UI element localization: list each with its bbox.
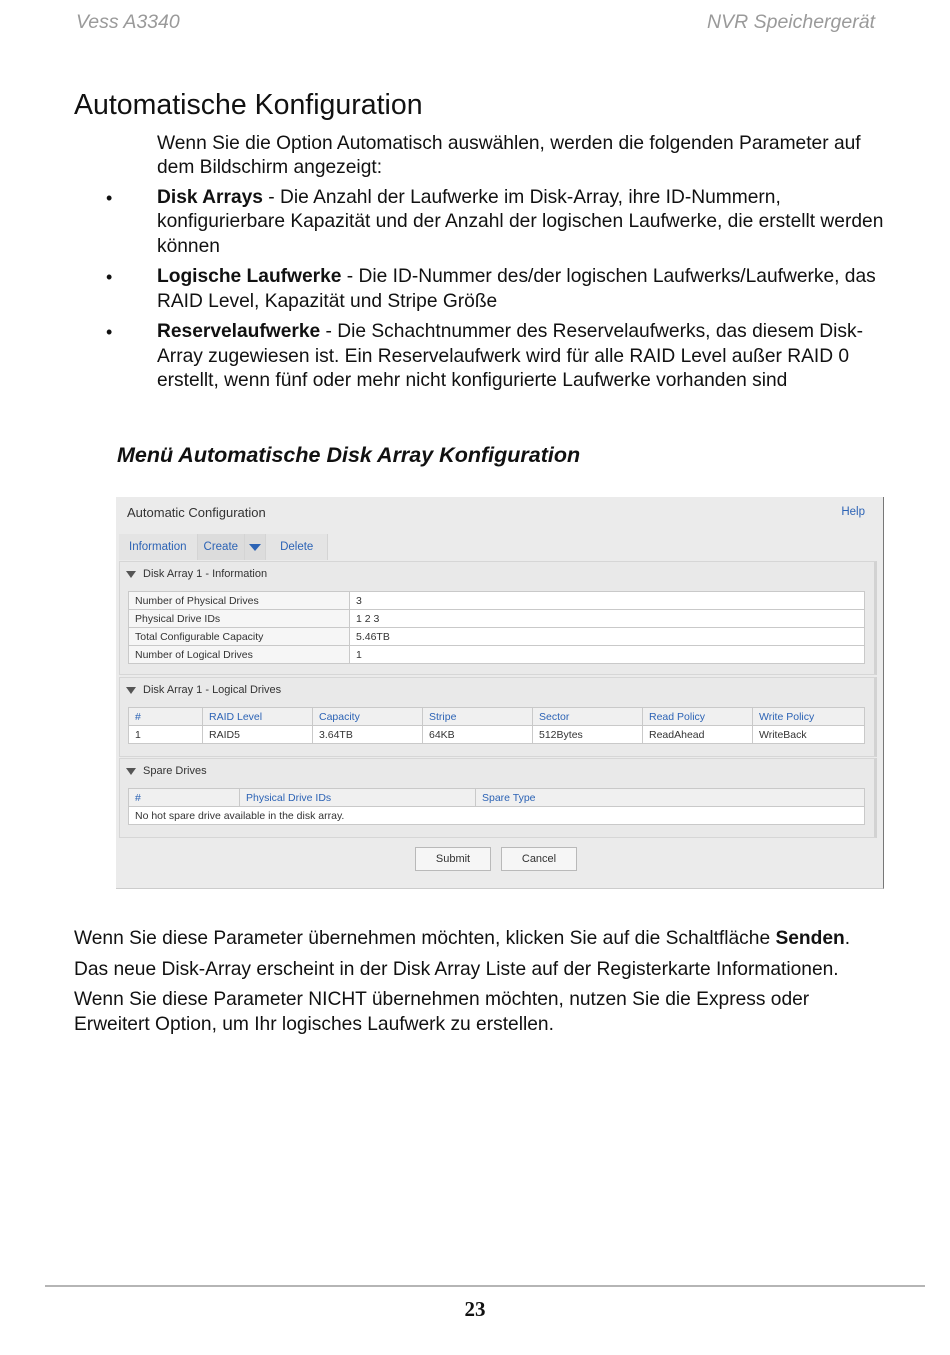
bullet-text: - Die Anzahl der Laufwerke im Disk-Array, ihre ID-Nummern, konfigurierbare Kapazität und der Anzahl der logischen Laufwerke, die erstellt werden können (157, 187, 884, 257)
chevron-down-icon (249, 544, 261, 551)
table-row (129, 592, 865, 610)
instructions (74, 927, 874, 1043)
column-header[interactable]: RAID Level (203, 708, 313, 726)
table-cell: 64KB (423, 726, 533, 744)
page-number: 23 (464, 1297, 486, 1321)
table-row (129, 610, 865, 628)
bullet-icon: • (106, 188, 113, 208)
column-header[interactable]: # (129, 708, 203, 726)
column-header[interactable]: Capacity (313, 708, 423, 726)
list-item (106, 320, 886, 393)
figure-caption: Menü Automatische Disk Array Konfiguration (117, 443, 581, 467)
paragraph-text: Wenn Sie diese Parameter übernehmen möchten, klicken Sie auf die Schaltfläche (74, 928, 776, 949)
spare-drives-header[interactable] (126, 765, 207, 777)
tab-delete[interactable]: Delete (266, 534, 328, 560)
column-header[interactable]: Stripe (423, 708, 533, 726)
empty-message: No hot spare drive available in the disk array. (129, 807, 865, 825)
header-product-name: Vess A3340 (76, 11, 180, 33)
table-row (129, 726, 865, 744)
column-header[interactable]: Physical Drive IDs (240, 789, 476, 807)
tab-create[interactable]: Create (198, 534, 246, 560)
bullet-term: Reservelaufwerke (157, 321, 321, 343)
table-header-row (129, 789, 865, 807)
column-header[interactable]: Sector (533, 708, 643, 726)
table-cell: RAID5 (203, 726, 313, 744)
logical-drives-table (128, 707, 865, 744)
spare-drives-section (119, 758, 877, 838)
collapse-triangle-icon (126, 687, 136, 694)
tab-bar (119, 534, 328, 560)
paragraph (74, 927, 874, 951)
cancel-button[interactable]: Cancel (501, 847, 577, 871)
bullet-term: Logische Laufwerke (157, 266, 342, 288)
row-label: Physical Drive IDs (129, 610, 350, 628)
paragraph: Wenn Sie diese Parameter NICHT übernehmen möchten, nutzen Sie die Express oder Erweitert Option, um Ihr logisches Laufwerk zu erstellen. (74, 989, 810, 1035)
paragraph: Das neue Disk-Array erscheint in der Disk Array Liste auf der Registerkarte Informationen. (74, 958, 839, 980)
bullet-icon: • (106, 322, 113, 343)
disk-array-info-table (128, 591, 865, 664)
table-cell: 512Bytes (533, 726, 643, 744)
row-label: Total Configurable Capacity (129, 628, 350, 646)
list-item (106, 186, 886, 259)
disk-array-info-header[interactable] (126, 568, 267, 580)
row-value: 5.46TB (350, 628, 865, 646)
row-label: Number of Logical Drives (129, 646, 350, 664)
logical-drives-header[interactable] (126, 684, 281, 696)
table-row (129, 628, 865, 646)
table-cell: ReadAhead (643, 726, 753, 744)
logical-drives-section (119, 677, 877, 757)
footer-divider (45, 1285, 925, 1287)
row-value: 1 2 3 (350, 610, 865, 628)
submit-button[interactable]: Submit (415, 847, 491, 871)
bullet-text: - Die ID-Nummer des/der logischen Laufwerks/Laufwerke, das RAID Level, Kapazität und Stripe Größe (157, 266, 876, 312)
column-header[interactable]: Write Policy (753, 708, 865, 726)
bullet-icon: • (106, 267, 113, 288)
automatic-configuration-screenshot (116, 497, 884, 889)
column-header[interactable]: Spare Type (476, 789, 865, 807)
table-row (129, 807, 865, 825)
bullet-term: Disk Arrays (157, 187, 263, 208)
spare-drives-table (128, 788, 865, 825)
row-value: 1 (350, 646, 865, 664)
section-heading: Disk Array 1 - Logical Drives (143, 684, 282, 696)
column-header[interactable]: Read Policy (643, 708, 753, 726)
collapse-triangle-icon (126, 571, 136, 578)
section-heading: Spare Drives (143, 765, 207, 777)
row-value: 3 (350, 592, 865, 610)
tab-information[interactable]: Information (119, 534, 198, 560)
bullet-text: - Die Schachtnummer des Reservelaufwerks, das diesem Disk-Array zugewiesen ist. Ein Reservelaufwerk wird für alle RAID Level außer RAID 0 erstellt, wenn fünf oder mehr nicht konfigurierte Laufwerke vorhanden sind (157, 321, 863, 391)
submit-keyword: Senden (775, 928, 845, 949)
table-header-row (129, 708, 865, 726)
header-device-type: NVR Speichergerät (707, 11, 875, 33)
parameter-list (106, 186, 886, 400)
list-item (106, 265, 886, 314)
table-cell: 1 (129, 726, 203, 744)
table-row (129, 646, 865, 664)
collapse-triangle-icon (126, 768, 136, 775)
column-header[interactable]: # (129, 789, 240, 807)
help-link[interactable]: Help (841, 506, 865, 518)
disk-array-info-section (119, 561, 877, 675)
panel-title: Automatic Configuration (127, 505, 266, 520)
section-heading: Disk Array 1 - Information (143, 568, 268, 580)
create-dropdown-toggle[interactable] (245, 534, 266, 560)
section-title: Automatische Konfiguration (74, 89, 423, 121)
table-cell: 3.64TB (313, 726, 423, 744)
row-label: Number of Physical Drives (129, 592, 350, 610)
table-cell: WriteBack (753, 726, 865, 744)
intro-paragraph: Wenn Sie die Option Automatisch auswählen, werden die folgenden Parameter auf dem Bildschirm angezeigt: (157, 133, 861, 179)
paragraph-text: . (844, 928, 851, 949)
